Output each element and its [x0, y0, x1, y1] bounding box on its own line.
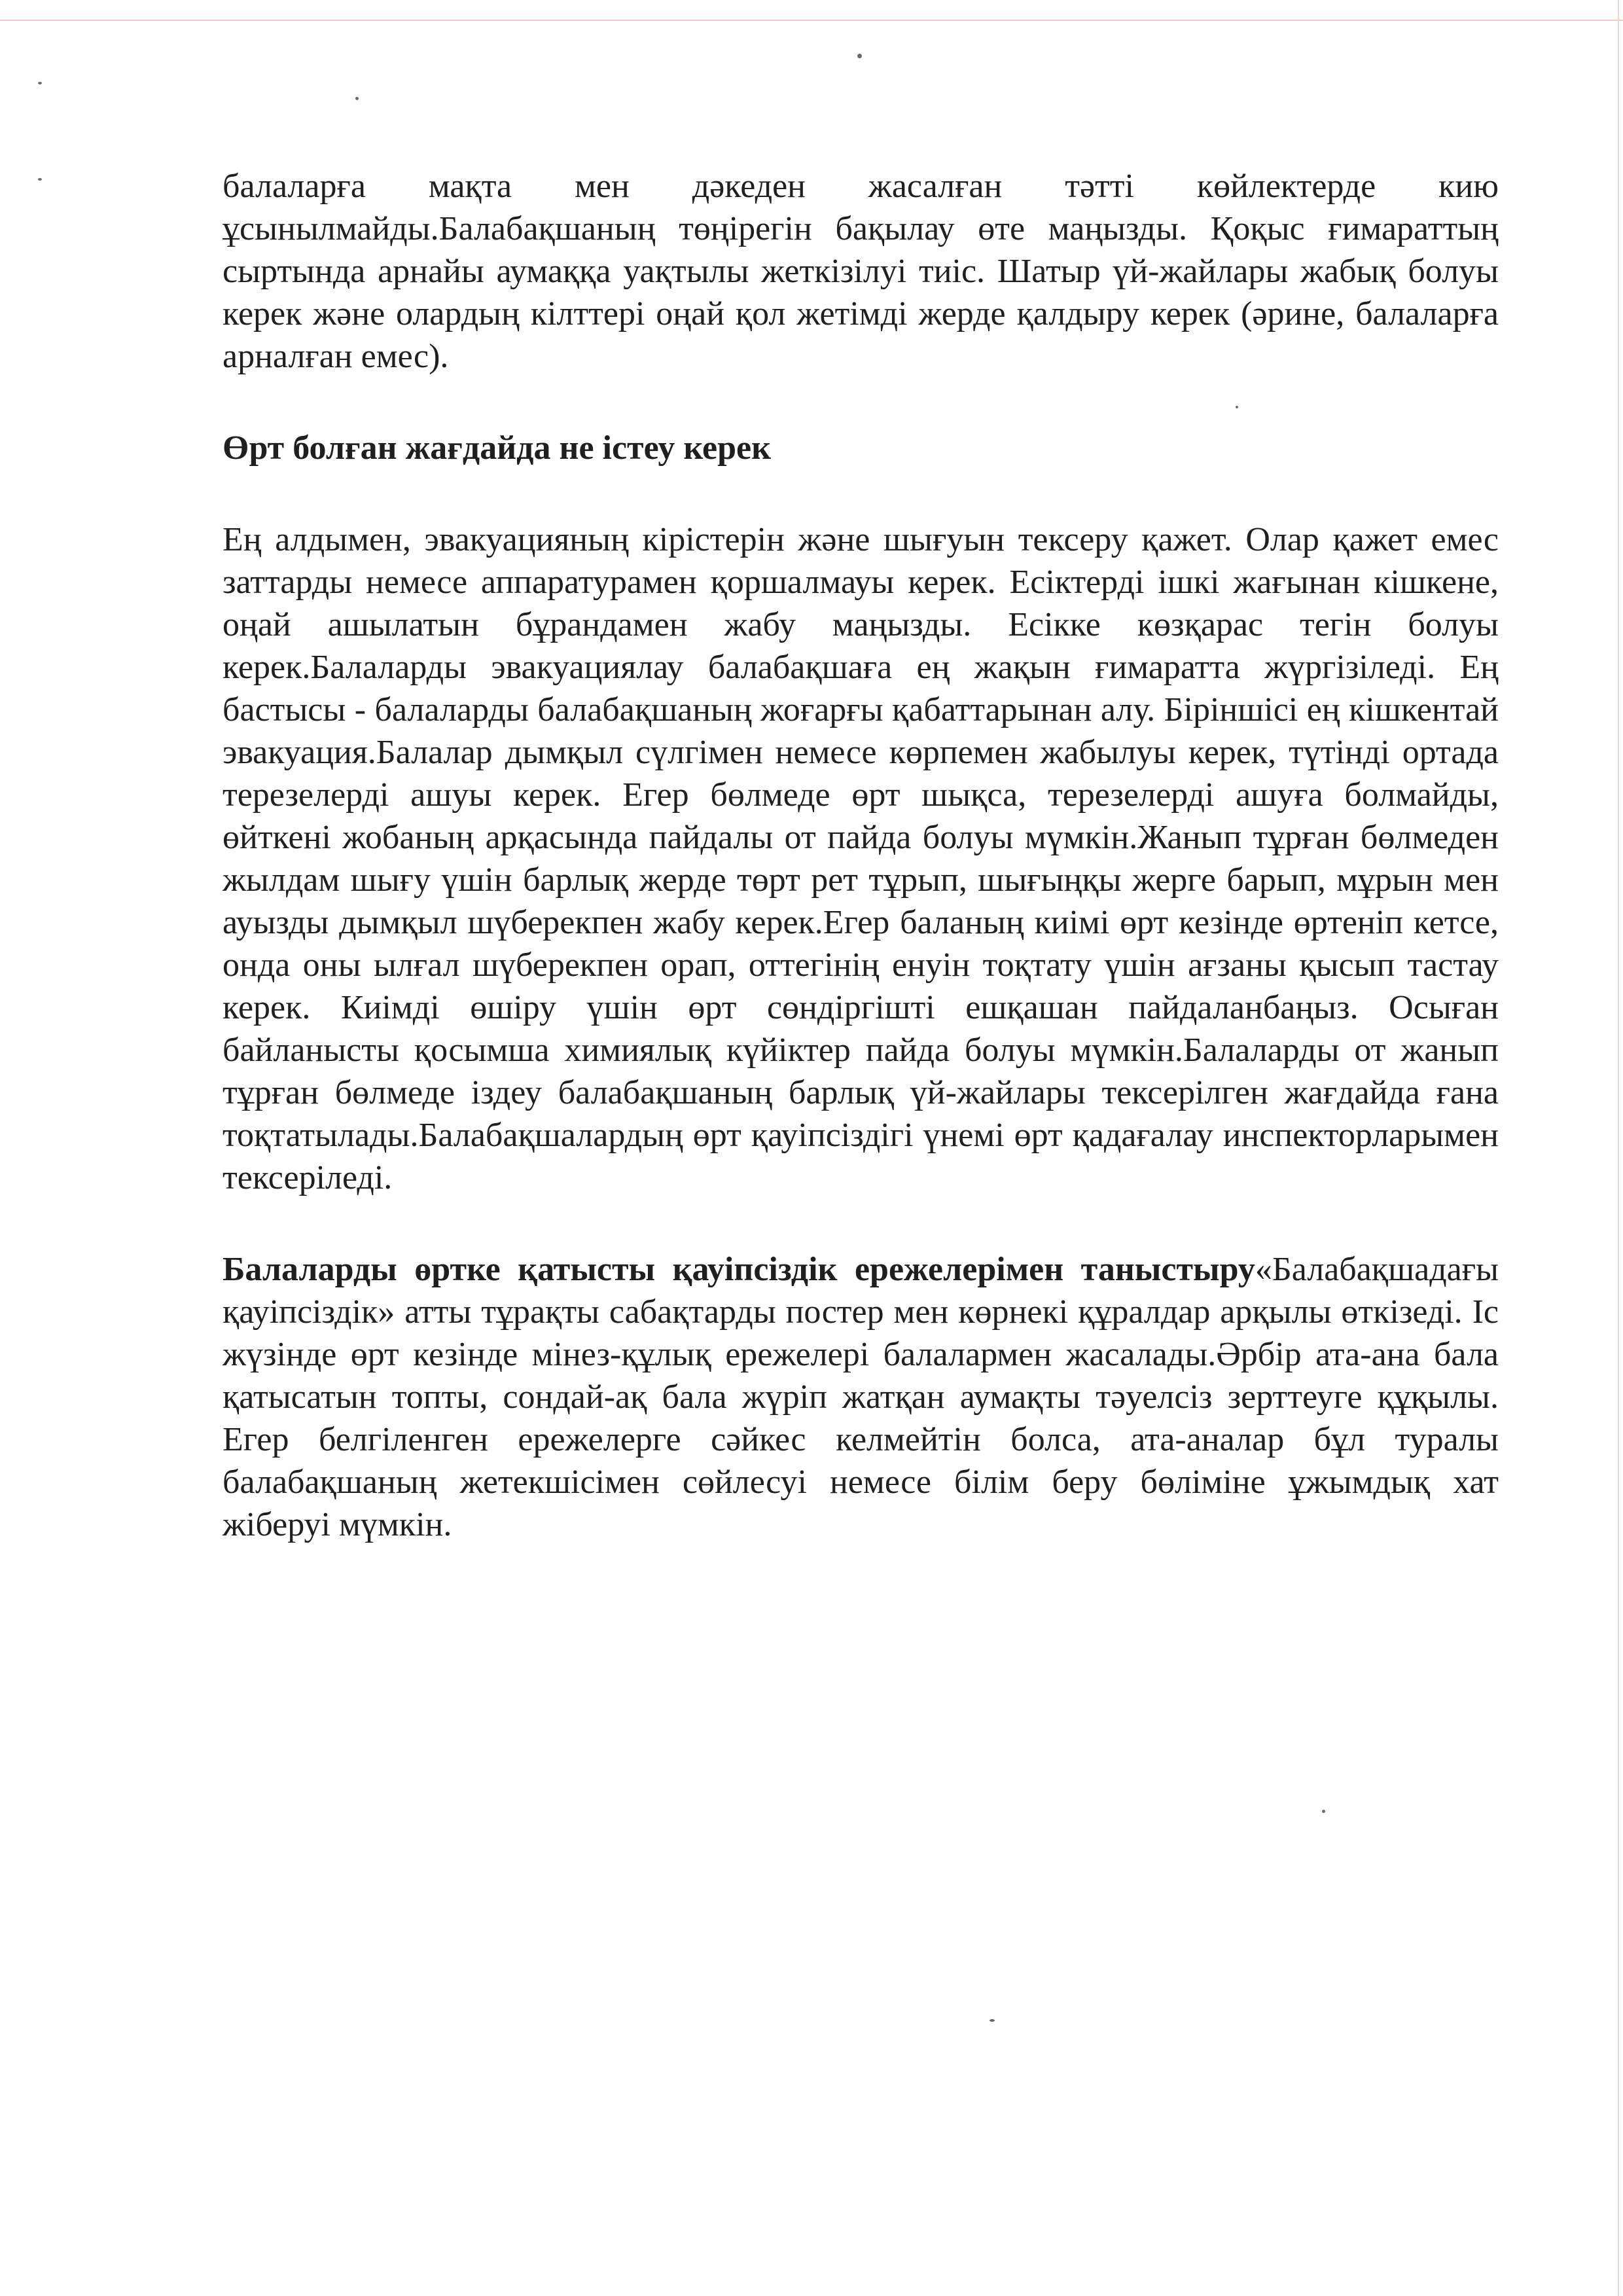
- scan-page-edge-right: [1618, 0, 1619, 2296]
- scan-page-edge-top: [0, 20, 1623, 21]
- scan-speck: [1322, 1810, 1325, 1813]
- intro-paragraph: балаларға мақта мен дәкеден жасалған тәтті көйлектерде кию ұсынылмайды.Балабақшаның төңірегін бақылау өте маңызды. Қоқыс ғимараттың сыртында арнайы аумаққа уақтылы жеткізілуі тиіс. Шатыр үй-жайлары жабық болуы керек және олардың кілттері оңай қол жетімді жерде қалдыру керек (әрине, балаларға арналған емес).: [223, 168, 1499, 375]
- scan-speck: [355, 97, 359, 100]
- scan-speck: [38, 178, 42, 181]
- paragraph-gap: [223, 378, 1499, 427]
- rules-section-paragraph: [223, 1248, 1499, 1546]
- fire-section-body: Ең алдымен, эвакуацияның кірістерін және шығуын тексеру қажет. Олар қажет емес заттарды немесе аппаратурамен қоршалмауы керек. Есіктерді ішкі жағынан кішкене, оңай ашылатын бұрандамен жабу маңызды. Есікке көзқарас тегін болуы керек.Балаларды эвакуациялау балабақшаға ең жақын ғимаратта жүргізіледі. Ең бастысы - балаларды балабақшаның жоғарғы қабаттарынан алу. Біріншісі ең кішкентай эвакуация.Балалар дымқыл сүлгімен немесе көрпемен жабылуы керек, түтінді ортада терезелерді ашуы керек. Егер бөлмеде өрт шықса, терезелерді ашуға болмайды, өйткені жобаның арқасында пайдалы от пайда болуы мүмкін.Жанып тұрған бөлмеден жылдам шығу үшін барлық жерде төрт рет тұрып, шығыңқы жерге барып, мұрын мен ауызды дымқыл шүберекпен жабу керек.Егер баланың киімі өрт кезінде өртеніп кетсе, онда оны ылғал шүберекпен орап, оттегінің енуін тоқтату үшін ағзаны қысып тастау керек. Киімді өшіру үшін өрт сөндіргішті ешқашан пайдаланбаңыз. Осыған байланысты қосымша химиялық күйіктер пайда болуы мүмкін.Балаларды от жанып тұрған бөлмеде іздеу балабақшаның барлық үй-жайлары тексерілген жағдайда ғана тоқтатылады.Балабақшалардың өрт қауіпсіздігі үнемі өрт қадағалау инспекторларымен тексеріледі.: [223, 521, 1499, 1196]
- paragraph-gap: [223, 469, 1499, 518]
- scan-speck: [857, 54, 862, 58]
- rules-section-bold-lead: Балаларды өртке қатысты қауіпсіздік ережелерімен таныстыру: [223, 1251, 1255, 1288]
- scan-speck: [990, 2019, 995, 2022]
- paragraph-gap: [223, 1199, 1499, 1248]
- document-body: [223, 165, 1499, 1546]
- scan-speck: [38, 82, 42, 84]
- rules-section-body: «Балабақшадағы қауіпсіздік» атты тұрақты сабақтарды постер мен көрнекі құралдар арқылы өткізеді. Іс жүзінде өрт кезінде мінез-құлық ережелері балалармен жасалады.Әрбір ата-ана бала қатысатын топты, сондай-ақ бала жүріп жатқан аумақты тәуелсіз зерттеуге құқылы. Егер белгіленген ережелерге сәйкес келмейтін болса, ата-аналар бұл туралы балабақшаның жетекшісімен сөйлесуі немесе білім беру бөліміне ұжымдық хат жіберуі мүмкін.: [223, 1251, 1499, 1543]
- fire-section-heading: Өрт болған жағдайда не істеу керек: [223, 429, 772, 467]
